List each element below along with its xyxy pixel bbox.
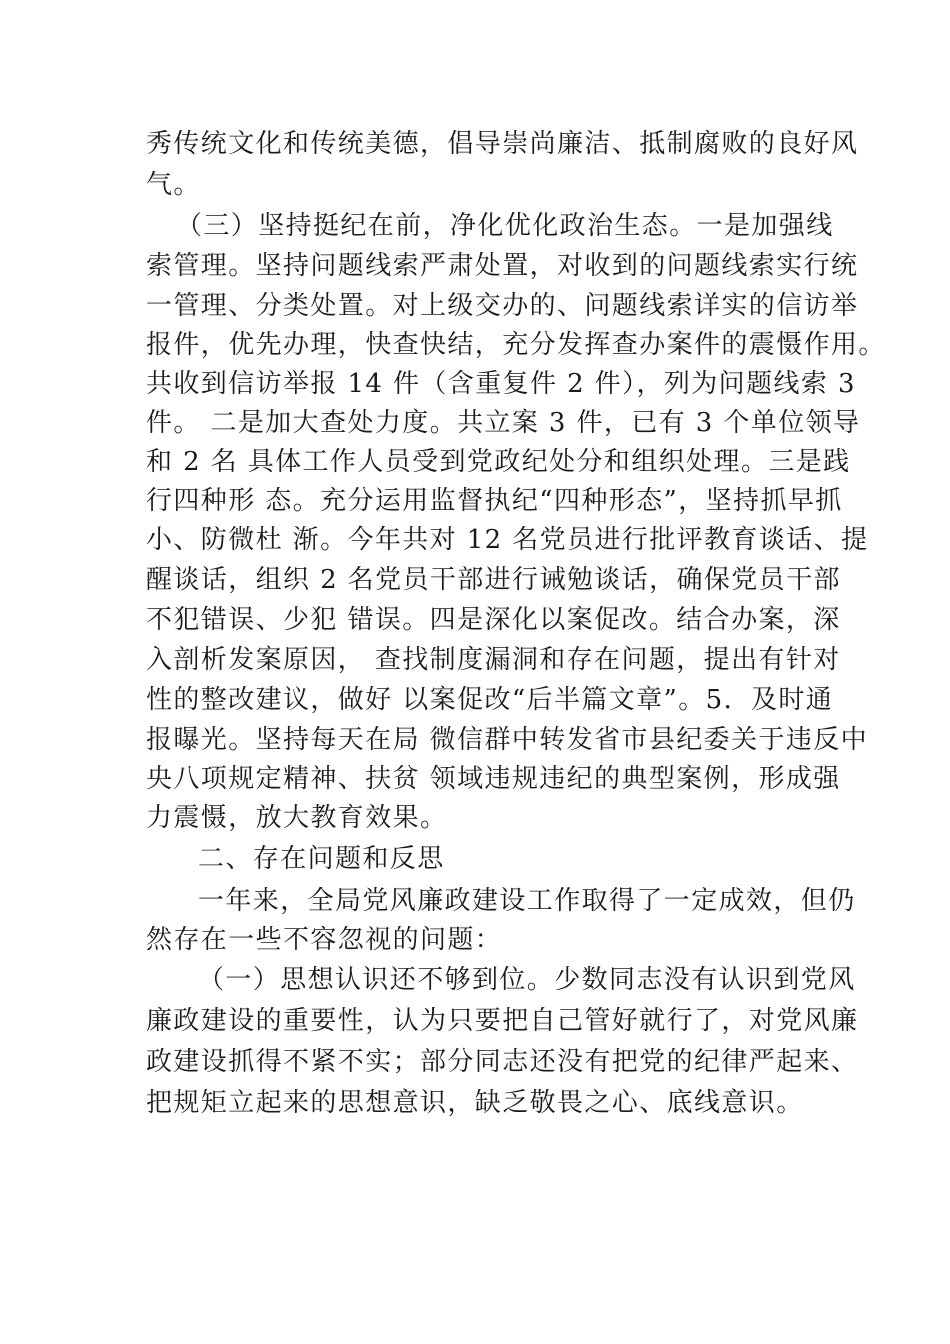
text-line: 把规矩立起来的思想意识，缺乏敬畏之心、底线意识。 bbox=[146, 1088, 804, 1118]
text-line: 报曝光。坚持每天在局 微信群中转发省市县纪委关于违反中 bbox=[146, 725, 869, 755]
text-line: 入剖析发案原因， 查找制度漏洞和存在问题，提出有针对 bbox=[146, 645, 841, 675]
text-line: 报件，优先办理，快查快结，充分发挥查办案件的震慑作用。 bbox=[146, 330, 886, 360]
text-line: 性的整改建议，做好 以案促改“后半篇文章”。5．及时通 bbox=[146, 685, 834, 715]
text-line: 和 2 名 具体工作人员受到党政纪处分和组织处理。三是践 bbox=[146, 447, 851, 477]
paragraph-first-line: 一年来，全局党风廉政建设工作取得了一定成效，但仍 bbox=[198, 886, 856, 916]
text-line: 气。 bbox=[146, 170, 201, 200]
text-line: 央八项规定精神、扶贫 领域违规违纪的典型案例，形成强 bbox=[146, 764, 841, 794]
text-line: 件。 二是加大查处力度。共立案 3 件，已有 3 个单位领导 bbox=[146, 408, 861, 438]
text-line: 然存在一些不容忽视的问题： bbox=[146, 925, 503, 955]
section-heading: 二、存在问题和反思 bbox=[198, 844, 445, 874]
text-line: 行四种形 态。充分运用监督执纪“四种形态”，坚持抓早抓 bbox=[146, 486, 843, 516]
text-line: 政建设抓得不紧不实；部分同志还没有把党的纪律严起来、 bbox=[146, 1047, 859, 1077]
text-line: 小、防微杜 渐。今年共对 12 名党员进行批评教育谈话、提 bbox=[146, 525, 869, 555]
text-line: 醒谈话，组织 2 名党员干部进行诫勉谈话，确保党员干部 bbox=[146, 565, 841, 595]
paragraph-heading: （三）坚持挺纪在前，净化优化政治生态。一是加强线 bbox=[176, 211, 834, 241]
text-line: 廉政建设的重要性，认为只要把自己管好就行了，对党风廉 bbox=[146, 1006, 859, 1036]
text-line: 力震慑，放大教育效果。 bbox=[146, 803, 448, 833]
text-line: 秀传统文化和传统美德，倡导崇尚廉洁、抵制腐败的良好风 bbox=[146, 129, 859, 159]
text-line: 共收到信访举报 14 件（含重复件 2 件），列为问题线索 3 bbox=[146, 369, 856, 399]
text-line: 不犯错误、少犯 错误。四是深化以案促改。结合办案，深 bbox=[146, 605, 841, 635]
paragraph-heading: （一）思想认识还不够到位。少数同志没有认识到党风 bbox=[198, 965, 856, 995]
text-line: 一管理、分类处置。对上级交办的、问题线索详实的信访举 bbox=[146, 291, 859, 321]
text-line: 索管理。坚持问题线索严肃处置，对收到的问题线索实行统 bbox=[146, 251, 859, 281]
